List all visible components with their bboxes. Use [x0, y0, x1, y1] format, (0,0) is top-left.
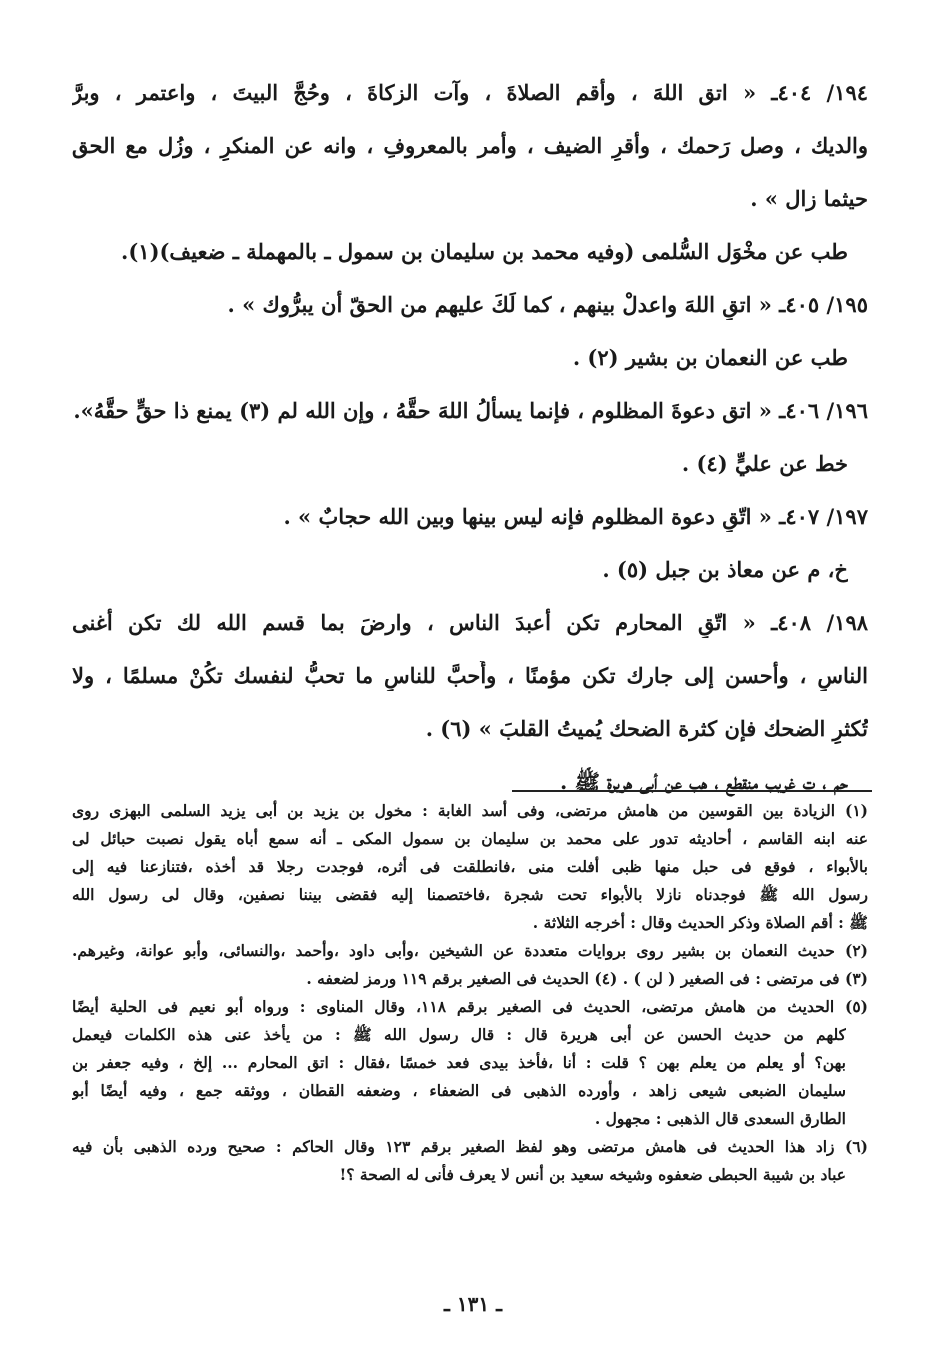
- footnote-1-line-5: ﷺ : أقم الصلاة وذكر الحديث وقال : أخرجه الثلاثة .: [532, 913, 868, 932]
- hadith-196: ١٩٦/ ٤٠٦ـ « اتق دعوةَ المظلوم ، فإنما يسألُ اللهَ حقَّهُ ، وإن الله لم (٣) يمنع ذا حقٍّ حقَّهُ».: [73, 398, 868, 423]
- hadith-195: ١٩٥/ ٤٠٥ـ « اتقِ اللهَ واعدلْ بينهم ، كما لَكَ عليهم من الحقّ أن يبرُّوك » .: [227, 292, 868, 317]
- footnote-6-line-2: عباد بن شيبة الحبطى ضعفوه وشيخه سعيد بن أنس لا يعرف فأنى له الصحة ؟!: [339, 1165, 846, 1184]
- footnote-5-line-1: (٥) الحديث من هامش مرتضى، الحديث فى الصغير برقم ١١٨، وقال المناوى : ورواه أبو نعيم فى الحلية أيضًا: [72, 997, 868, 1016]
- hadith-197: ١٩٧/ ٤٠٧ـ « اتّقِ دعوة المظلوم فإنه ليس بينها وبين الله حجابٌ » .: [283, 504, 868, 529]
- page-number: ـ ١٣١ ـ: [444, 1292, 502, 1316]
- hadith-194-line-3: حيثما زال » .: [750, 186, 868, 211]
- footnote-5-line-2: كلهم من حديث الحسن عن أبى هريرة قال : قال رسول الله ﷺ : من يأخذ عنى هذه الكلمات فيعمل: [72, 1025, 846, 1044]
- hadith-194-line-2: والديك ، وصل رَحمك ، وأقرِ الضيف ، وأمر بالمعروفِ ، وانه عن المنكرِ ، وزُل مع الحق: [72, 133, 868, 158]
- footnote-1-line-3: بالأبواء ، فوقع فى حبل منها ظبى أفلت منى ،فانطلقت فى أثره، فوجدت رجلا قد أخذه ،فتنازعنا فيه إلى: [72, 857, 868, 876]
- source-198: حم ، ت غريب منقطع ، هب عن أبى هريرة ﷺ .: [559, 769, 848, 794]
- footnote-1-line-2: عنه ابنه القاسم ، أحاديثه تدور على محمد بن سليمان بن سمول المكى ـ أنه سمع أباه يقول نصبت حبائل لى: [72, 829, 868, 848]
- footnote-separator: [512, 790, 872, 792]
- source-195: طب عن النعمان بن بشير (٢) .: [572, 345, 848, 370]
- hadith-198-line-2: الناسِ ، وأحسن إلى جارك تكن مؤمنًا ، وأَحبَّ للناسِ ما تحبُّ لنفسك تكُنْ مسلمًا ، ولا: [72, 663, 868, 688]
- footnote-5-line-4: سليمان الضبعى شيعى زاهد ، وأورده الذهبى فى الضعفاء ، وضعفه القطان ، ووثقه جمع ، وفيه أيضًا أبو: [72, 1081, 846, 1100]
- hadith-198-line-1: ١٩٨/ ٤٠٨ـ « اتّقِ المحارم تكن أعبدَ الناس ، وارضَ بما قسم الله لك تكن أغنى: [72, 610, 868, 635]
- source-197: خ، م عن معاذ بن جبل (٥) .: [602, 557, 848, 582]
- footnote-5-line-5: الطارق السعدى قال الذهبى : مجهول .: [594, 1109, 846, 1128]
- source-196: خط عن عليٍّ (٤) .: [681, 451, 848, 476]
- footnote-5-line-3: بهن؟ أو يعلم من يعلم بهن ؟ قلت : أنا ،فأخذ بيدى فعد خمسًا ،فقال : اتق المحارم ... إلخ ، وفيه جعفر بن: [72, 1053, 846, 1072]
- hadith-194-line-1: ١٩٤/ ٤٠٤ـ « اتق اللهَ ، وأقم الصلاةَ ، وآت الزكاةَ ، وحُجَّ البيتَ ، واعتمر ، وبرَّ: [72, 80, 868, 105]
- footnote-3-4: (٣) فى مرتضى : فى الصغير ( لن ) . (٤) الحديث فى الصغير برقم ١١٩ ورمز لضعفه .: [306, 969, 868, 988]
- footnote-1-line-1: (١) الزيادة بين القوسين من هامش مرتضى، وفى أسد الغابة : مخول بن يزيد بن أبى يزيد السلمى البهزى روى: [72, 801, 868, 820]
- hadith-198-line-3: تُكثرِ الضحك فإن كثرة الضحك يُميتُ القلبَ » (٦) .: [425, 716, 868, 741]
- footnote-1-line-4: رسول الله ﷺ فوجدناه نازلا بالأبواء تحت شجرة ،فاختصمنا إليه فقضى بيننا نصفين، وقال لى رسول الله: [72, 885, 868, 904]
- source-194: طب عن مخْوَل السُّلمى (وفيه محمد بن سليمان بن سمول ـ بالمهملة ـ ضعيف)(١).: [121, 239, 848, 264]
- footnote-6-line-1: (٦) زاد هذا الحديث فى هامش مرتضى وهو لفظ الصغير برقم ١٢٣ وقال الحاكم : صحيح ورده الذهبى بأن فيه: [72, 1137, 868, 1156]
- footnote-2: (٢) حديث النعمان بن بشير روى بروايات متعددة عن الشيخين ،وأبى داود ،وأحمد ،والنسائى، وأبو عوانة، وغيرهم.: [72, 941, 868, 960]
